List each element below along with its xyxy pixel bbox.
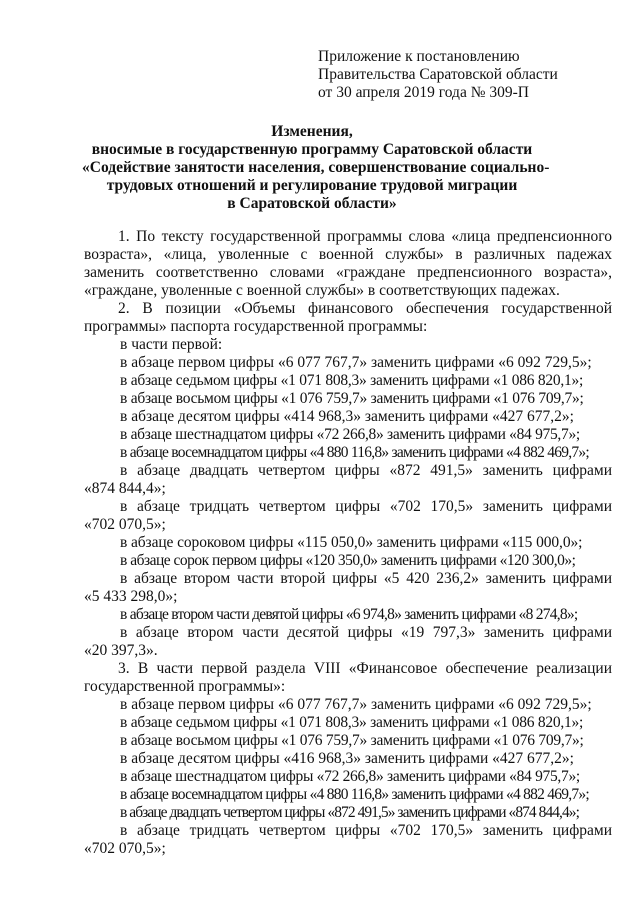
item1-line: 1. По тексту государственной программы слова «лица предпенсионного [118,228,612,245]
item2-paragraph: в абзаце втором части второй цифры «5 420 236,2» заменить цифрами [120,570,612,587]
item2-line: программы» паспорта государственной программы: [84,318,428,335]
item3-paragraph: в абзаце шестнадцатом цифры «72 266,8» заменить цифрами «84 975,7»; [120,768,580,785]
item2-paragraph: в абзаце сорок первом цифры «120 350,0» заменить цифрами «120 300,0»; [120,552,576,569]
item1-line: возраста», «лица, уволенные с военной службы» в различных падежах [84,246,612,263]
item2-paragraph: в абзаце десятом цифры «414 968,3» заменить цифрами «427 677,2»; [120,408,574,425]
title-line: «Содействие занятости населения, совершенствование социально- [82,159,550,176]
item2-paragraph: в абзаце втором части девятой цифры «6 974,8» заменить цифрами «8 274,8»; [120,606,578,623]
item2-paragraph-cont: «874 844,4»; [84,480,166,497]
appendix-line: Правительства Саратовской области [318,66,558,83]
item3-paragraph: в абзаце восьмом цифры «1 076 759,7» заменить цифрами «1 076 709,7»; [120,732,584,749]
item3-paragraph-cont: «702 070,5»; [84,840,166,857]
item3-line: государственной программы»: [84,678,286,695]
item2-part-label: в части первой: [120,336,223,353]
item2-paragraph: в абзаце первом цифры «6 077 767,7» заменить цифрами «6 092 729,5»; [120,354,592,371]
item2-paragraph: в абзаце двадцать четвертом цифры «872 491,5» заменить цифрами [120,462,612,479]
item3-paragraph: в абзаце восемнадцатом цифры «4 880 116,8» заменить цифрами «4 882 469,7»; [120,786,589,803]
item2-paragraph: в абзаце восемнадцатом цифры «4 880 116,8» заменить цифрами «4 882 469,7»; [120,444,589,461]
appendix-line: от 30 апреля 2019 года № 309-П [318,84,529,101]
item1-line: заменить соответственно словами «граждане предпенсионного возраста», [84,264,612,281]
item2-line: 2. В позиции «Объемы финансового обеспечения государственной [118,300,612,317]
item2-paragraph: в абзаце седьмом цифры «1 071 808,3» заменить цифрами «1 086 820,1»; [120,372,584,389]
title-line: Изменения, [271,123,353,140]
item3-paragraph: в абзаце тридцать четвертом цифры «702 170,5» заменить цифрами [120,822,612,839]
appendix-line: Приложение к постановлению [318,48,520,65]
title-line: вносимые в государственную программу Саратовской области [91,141,533,158]
item2-paragraph: в абзаце шестнадцатом цифры «72 266,8» заменить цифрами «84 975,7»; [120,426,580,443]
item3-paragraph: в абзаце седьмом цифры «1 071 808,3» заменить цифрами «1 086 820,1»; [120,714,584,731]
item2-paragraph: в абзаце втором части десятой цифры «19 797,3» заменить цифрами [120,624,612,641]
item2-paragraph: в абзаце сороковом цифры «115 050,0» заменить цифрами «115 000,0»; [120,534,583,551]
item2-paragraph: в абзаце тридцать четвертом цифры «702 170,5» заменить цифрами [120,498,612,515]
item1-line: «граждане, уволенные с военной службы» в соответствующих падежах. [84,282,560,299]
item2-paragraph: в абзаце восьмом цифры «1 076 759,7» заменить цифрами «1 076 709,7»; [120,390,584,407]
title-line: в Саратовской области» [227,195,397,212]
item3-line: 3. В части первой раздела VIII «Финансовое обеспечение реализации [118,660,612,677]
item2-paragraph-cont: «5 433 298,0»; [84,588,178,605]
item3-paragraph: в абзаце десятом цифры «416 968,3» заменить цифрами «427 677,2»; [120,750,574,767]
item2-paragraph-cont: «20 397,3». [84,642,158,659]
item3-paragraph: в абзаце двадцать четвертом цифры «872 491,5» заменить цифрами «874 844,4»; [120,804,579,821]
appendix-header [318,48,558,102]
item3-paragraph: в абзаце первом цифры «6 077 767,7» заменить цифрами «6 092 729,5»; [120,696,592,713]
document-body [84,228,612,858]
document-title [82,123,550,213]
title-line: трудовых отношений и регулирование трудовой миграции [106,177,518,194]
item2-paragraph-cont: «702 070,5»; [84,516,166,533]
